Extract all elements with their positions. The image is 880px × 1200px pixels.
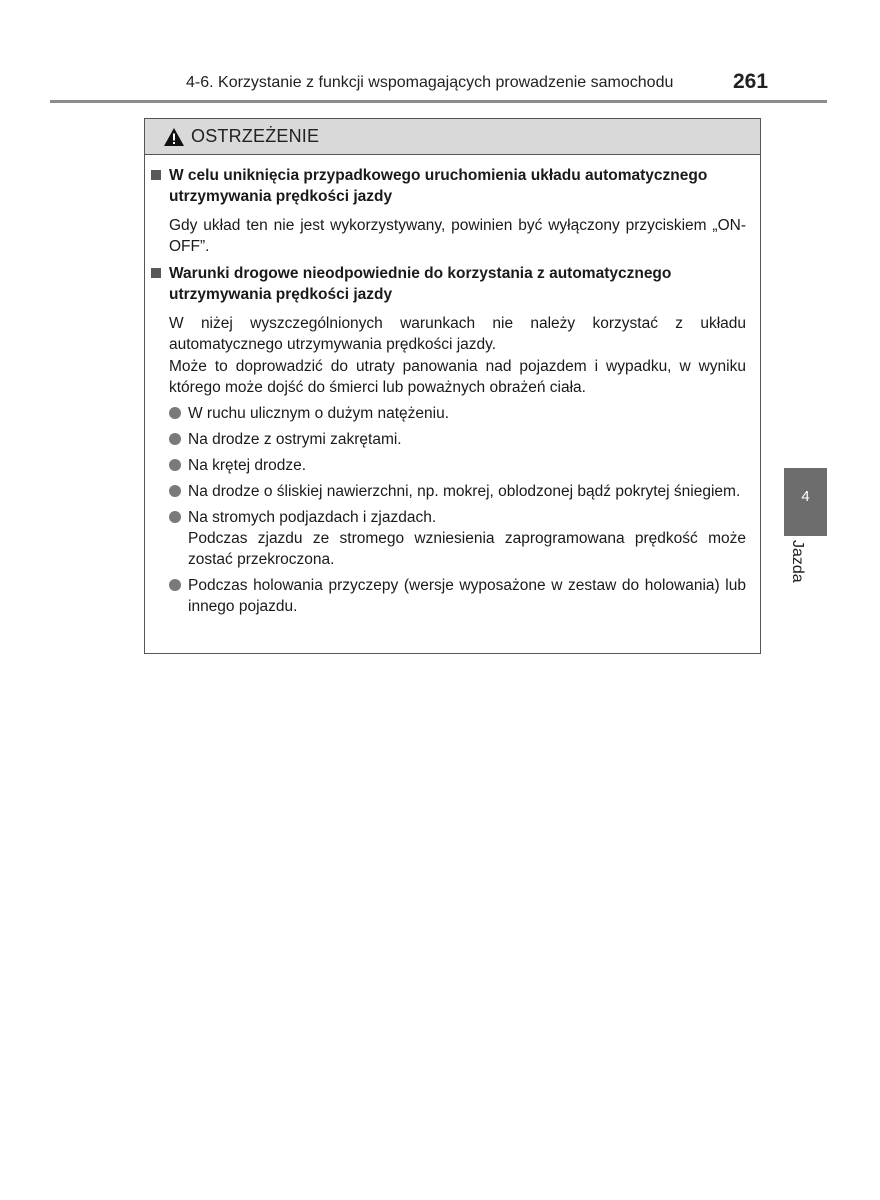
warning-box: [144, 118, 761, 654]
section-heading: [151, 263, 746, 305]
chapter-label: Jazda: [789, 540, 806, 583]
list-item: [169, 403, 746, 424]
bullet-dot-icon: [169, 511, 181, 523]
warning-triangle-icon: [163, 127, 185, 147]
warning-section: [151, 263, 746, 617]
list-item-text: [188, 507, 746, 570]
list-item-text: Na drodze o śliskiej nawierzchni, np. mokrej, oblodzonej bądź pokrytej śniegiem.: [188, 483, 741, 500]
list-item-text: Na krętej drodze.: [188, 457, 307, 474]
list-item-note: Podczas zjazdu ze stromego wzniesienia zaprogramowana prędkość może zostać przekroczona.: [188, 530, 746, 568]
header-divider: [50, 100, 827, 103]
list-item: [169, 507, 746, 570]
list-item: [169, 455, 746, 476]
warning-section: [151, 165, 746, 257]
condition-list: [169, 403, 746, 617]
warning-body: [145, 155, 760, 617]
section-title: 4-6. Korzystanie z funkcji wspomagających prowadzenie samochodu: [186, 74, 674, 91]
section-heading-text: Warunki drogowe nieodpowiednie do korzystania z automatycznego utrzymywania prędkości jazdy: [169, 265, 672, 303]
list-item: [169, 575, 746, 617]
bullet-dot-icon: [169, 459, 181, 471]
list-item: [169, 481, 746, 502]
list-item-text: Podczas holowania przyczepy (wersje wyposażone w zestaw do holowania) lub innego pojazdu.: [188, 577, 746, 615]
bullet-dot-icon: [169, 485, 181, 497]
section-heading: [151, 165, 746, 207]
list-item-text: Na drodze z ostrymi zakrętami.: [188, 431, 402, 448]
bullet-dot-icon: [169, 579, 181, 591]
bullet-dot-icon: [169, 433, 181, 445]
chapter-number: 4: [801, 488, 810, 505]
bullet-dot-icon: [169, 407, 181, 419]
page-number: 261: [733, 70, 769, 93]
square-bullet-icon: [151, 268, 161, 278]
list-item: [169, 429, 746, 450]
warning-title: OSTRZEŻENIE: [191, 126, 320, 146]
paragraph: Może to doprowadzić do utraty panowania nad pojazdem i wypadku, w wyniku którego może dojść do śmierci lub poważnych obrażeń ciała.: [169, 358, 746, 396]
square-bullet-icon: [151, 170, 161, 180]
warning-header: [145, 119, 760, 155]
list-item-main: Na stromych podjazdach i zjazdach.: [188, 509, 437, 526]
section-heading-text: W celu uniknięcia przypadkowego uruchomienia układu automatycznego utrzymywania prędkości jazdy: [169, 167, 708, 205]
paragraph: W niżej wyszczególnionych warunkach nie należy korzystać z układu automatycznego utrzymywania prędkości jazdy.: [169, 315, 746, 353]
paragraph: Gdy układ ten nie jest wykorzystywany, powinien być wyłączony przyciskiem „ON-OFF”.: [169, 217, 746, 255]
chapter-tab: [784, 468, 827, 536]
list-item-text: W ruchu ulicznym o dużym natężeniu.: [188, 405, 450, 422]
